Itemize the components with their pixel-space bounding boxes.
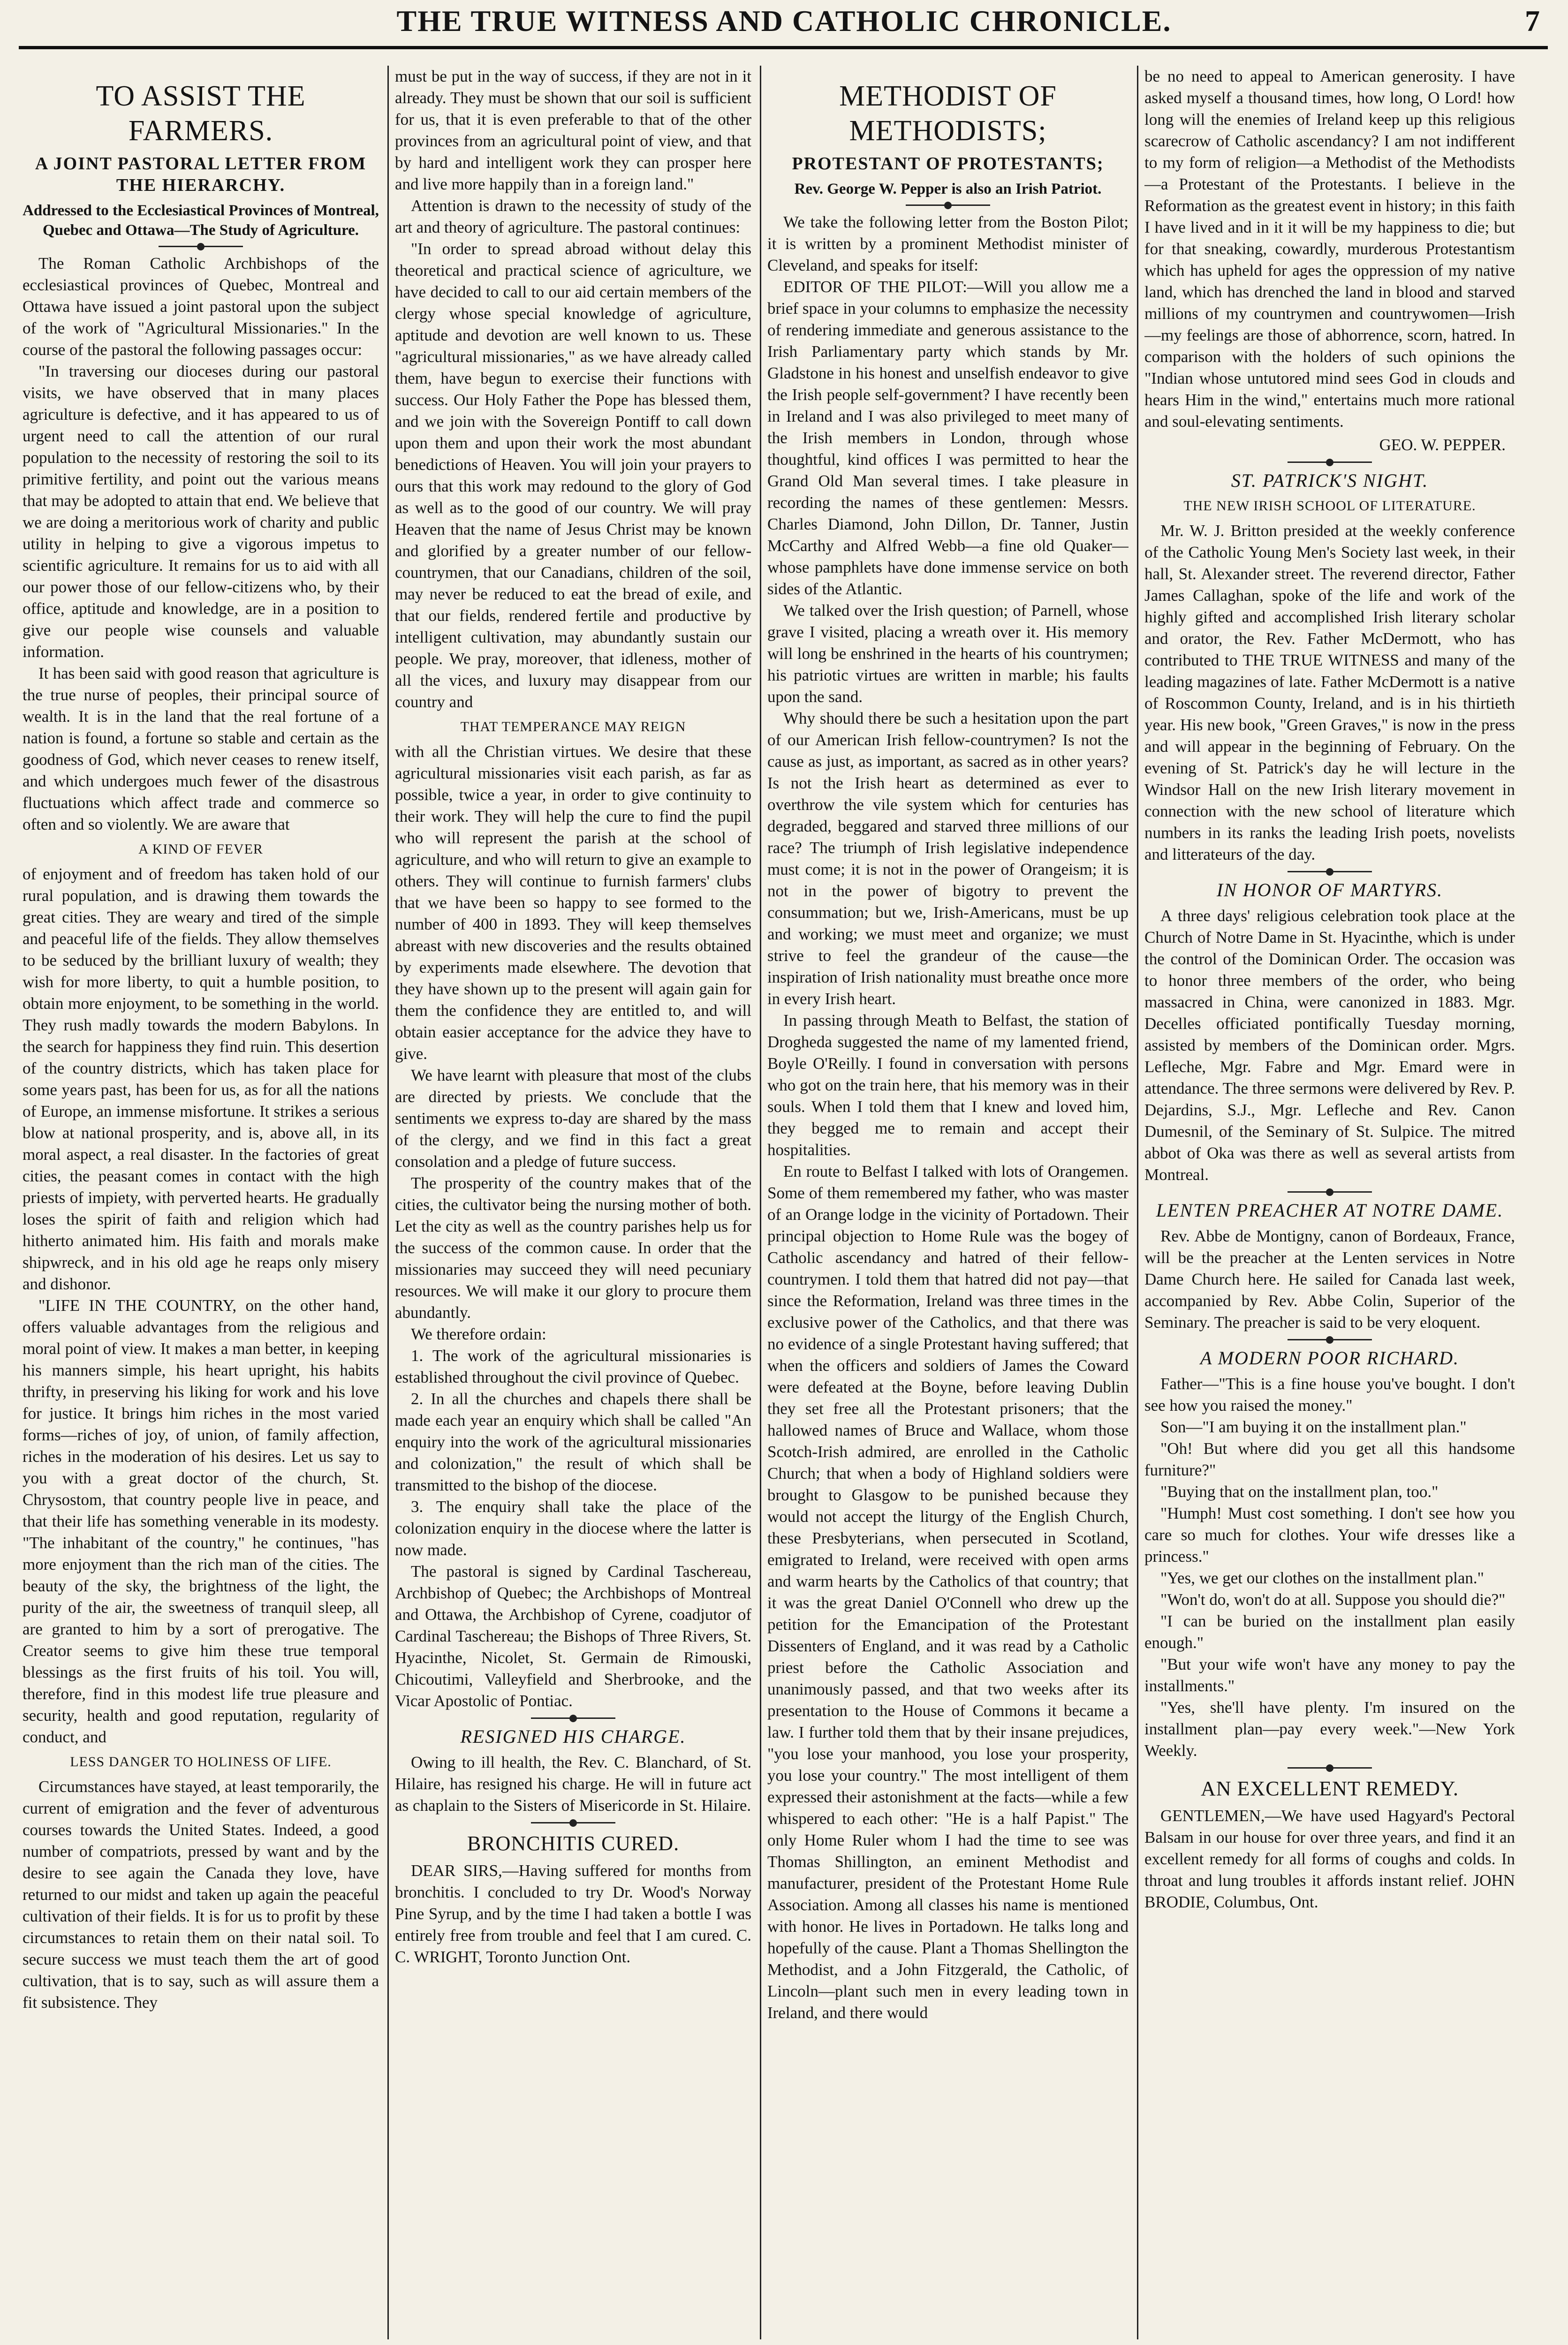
subhead-patrick: THE NEW IRISH SCHOOL OF LITERATURE. [1183,498,1476,514]
headline-patrick: ST. PATRICK'S NIGHT. [1231,470,1429,491]
column-rule [387,66,389,2339]
newspaper-title: THE TRUE WITNESS AND CATHOLIC CHRONICLE. [396,4,1172,38]
farmers-paragraph: must be put in the way of success, if they are not in it already. They must be shown that our soil is sufficient for us, that it is even preferable to that of the other provinces from an agricultural point of view, and that by hard and intelligent work they can prosper here and live more happily than in a foreign land." [395,67,751,193]
divider [1288,871,1372,872]
headline-martyrs: IN HONOR OF MARTYRS. [1216,879,1443,900]
richard-line: "Buying that on the installment plan, too." [1160,1483,1439,1501]
farmers-paragraph: of enjoyment and of freedom has taken hold of our rural population, and is drawing them towards the great cities. They are weary and tired of the simple and peaceful life of the fields. They allow themselves to be seduced by the brilliant luxury of wealth; they wish for more liberty, to quit a humble position, to obtain more enjoyment, to be something in the world. They rush madly towards the modern Babylons. In the search for happiness they find ruin. This desertion of the country districts, which has taken place for some years past, has been for us, as for all the nations of Europe, an immense misfortune. It strikes a serious blow at national prosperity, and is, above all, in its moral aspect, a real disaster. In the factories of great cities, the peasant comes in contact with the high priests of impiety, with perverted hearts. He gradually loses the spirit of faith and religion which had hitherto animated him. His faith and morals make shipwreck, and in his old age he reaps only misery and dishonor. [23,865,379,1293]
methodist-paragraph: be no need to appeal to American generosity. I have asked myself a thousand times, how long, O Lord! how long will the enemies of Ireland keep up this religious scarecrow of Catholic ascendancy? I am not indifferent to my form of religion—a Methodist of the Methodists—a Protestant of the Protestants. I believe in the Reformation as the greatest event in history; in this faith I have lived and in it it will be my happiness to die; but for that sneaking, cowardly, murderous Protestantism which has upheld for ages the oppression of my native land, which has drenched the land in blood and starved millions of my countrymen and countrywomen—Irish—my feelings are those of abhorrence, scorn, hatred. In comparison with the holders of such opinions the "Indian whose untutored mind sees God in clouds and hears Him in the wind," entertains much more rational and soul-elevating sentiments. [1144,67,1515,431]
lenten-body: Rev. Abbe de Montigny, canon of Bordeaux, France, will be the preacher at the Lenten services in Notre Dame Church here. He sailed for Canada last week, accompanied by Rev. Abbe Colin, Superior of the Seminary. The preacher is said to be very eloquent. [1144,1227,1515,1331]
divider [1288,1191,1372,1193]
resigned-body: Owing to ill health, the Rev. C. Blanchard, of St. Hilaire, has resigned his charge. He will in future act as chaplain to the Sisters of Misericorde in St. Hilaire. [395,1753,751,1815]
subhead-fever: A KIND OF FEVER [138,841,263,857]
farmers-paragraph: The prosperity of the country makes that of the cities, the cultivator being the nursing mother of both. Let the city as well as the country parishes help us for the success of the common cause. In order that the missionaries may succeed they will need pecuniary resources. We will make it our glory to procure them abundantly. [395,1174,751,1322]
methodist-paragraph: We talked over the Irish question; of Parnell, whose grave I visited, placing a wreath over it. His memory will long be enshrined in the hearts of his countrymen; his patriotic virtues are written in marble; his faults upon the sand. [767,601,1129,706]
richard-line: "But your wife won't have any money to pay the installments." [1144,1655,1515,1695]
divider [1288,1339,1372,1340]
farmers-paragraph: We therefore ordain: [411,1325,546,1343]
methodist-paragraph: En route to Belfast I talked with lots of Orangemen. Some of them remembered my father, who was master of an Orange lodge in the vicinity of Portadown. Their principal objection to Home Rule was the bogey of Catholic ascendancy and hatred of their fellow-countrymen. I told them that hatred did not pay—that since the Reformation, Ireland was three times in the exclusive power of the Catholics, and that there was no evidence of a single Protestant having suffered; that when the officers and soldiers of James the Coward were defeated at the Boyne, before leaving Dublin they set free all the Protestant prisoners; that the hallowed names of Bruce and Wallace, whom those Scotch-Irish admired, are enrolled in the Catholic Church; that when a body of Highland soldiers were brought to Glasgow to be punished because they would not accept the liturgy of the English Church, these Presbyterians, when persecuted in Scotland, emigrated to Ireland, were received with open arms and warm hearts by the Catholics of that country; that it was the great Daniel O'Connell who drew up the petition for the Emancipation of the Protestant Dissenters of England, and it was read by a Catholic priest before the Catholic Association and unanimously passed, and that two weeks after its presentation to the House of Commons it became a law. I further told them that by their insane prejudices, "you lose your manhood, you lose your prosperity, you lose your country." The most intelligent of them expressed their astonishment at the facts—while a few whispered to each other: "He is a half Papist." The only Home Ruler whom I had the time to see was Thomas Shillington, an eminent Methodist and manufacturer, president of the Protestant Home Rule Association. Among all classes his name is mentioned with honor. He lives in Portadown. He talks long and hopefully of the cause. Plant a Thomas Shellington the Methodist, and a John Fitzgerald, the Catholic, of Lincoln—plant such men in every leading town in Ireland, and there would [767,1162,1129,2022]
richard-line: "I can be buried on the installment plan easily enough." [1144,1612,1515,1652]
methodist-paragraph: EDITOR OF THE PILOT:—Will you allow me a brief space in your columns to emphasize the necessity of rendering immediate and generous assistance to the Irish Parliamentary party which stands by Mr. Gladstone in his honest and unselfish endeavor to give the Irish people self-government? I have recently been in Ireland and I was also privileged to meet many of the Irish members in London, through whose thoughtful, kind offices I was permitted to hear the Grand Old Man several times. I take pleasure in recording the names of these gentlemen: Messrs. Charles Diamond, John Dillon, Dr. Tanner, Justin McCarthy and Alfred Webb—a fine old Quaker—whose pamphlets have done immense service on both sides of the Atlantic. [767,278,1129,598]
subhead-danger: LESS DANGER TO HOLINESS OF LIFE. [70,1754,332,1770]
divider [1288,461,1372,463]
farmers-paragraph: "In order to spread abroad without delay this theoretical and practical science of agriculture, we have decided to call to our aid certain members of the clergy whose special knowledge of agriculture, aptitude and devotion are well known to us. These "agricultural missionaries," as we have already called them, have begun to exercise their functions with success. Our Holy Father the Pope has blessed them, and we join with the Sovereign Pontiff to call down upon them and upon their work the most abundant benedictions of Heaven. You will join your prayers to ours that this work may redound to the glory of God as well as to the good of our country. We will pray Heaven that the name of Jesus Christ may be known and glorified by a greater number of our fellow-countrymen, that our Canadians, children of the soil, may never be reduced to eat the bread of exile, and that our fields, rendered fertile and productive by intelligent cultivation, may abundantly sustain our people. We pray, moreover, that idleness, mother of all the vices, and luxury may disappear from our country and [395,240,751,711]
bronchitis-body: DEAR SIRS,—Having suffered for months from bronchitis. I concluded to try Dr. Wood's Norway Pine Syrup, and by the time I had taken a bottle I was entirely free from trouble and feel that I am cured. C. C. WRIGHT, Toronto Junction Ont. [395,1861,751,1966]
column-1 [23,66,379,2345]
column-4 [1144,66,1515,2345]
martyrs-body: A three days' religious celebration took place at the Church of Notre Dame in St. Hyacinthe, which is under the control of the Dominican Order. The occasion was to honor three members of the order, who being massacred in China, were canonized in 1883. Mgr. Decelles officiated pontifically Tuesday morning, assisted by members of the Dominican order. Mgrs. Lefleche, Mgr. Fabre and Mgr. Emard were in attendance. The three sermons were delivered by Rev. P. Dejardins, S.J., Mgr. Lefleche and Rev. Canon Dumesnil, of the Seminary of St. Sulpice. The mitred abbot of Oka was there as well as several artists from Montreal. [1144,907,1515,1184]
divider [1288,1767,1372,1769]
richard-line: "Won't do, won't do at all. Suppose you should die?" [1160,1590,1506,1609]
farmers-paragraph: It has been said with good reason that agriculture is the true nurse of peoples, their principal source of wealth. It is in the land that the real fortune of a nation is found, a fortune so stable and certain as the goodness of God, which never ceases to renew itself, and which undergoes much fewer of the disastrous fluctuations which affect trade and commerce so often and so violently. We are aware that [23,664,379,833]
subhead-farmers-2: Addressed to the Ecclesiastical Provinces of Montreal, Quebec and Ottawa—The Study of Agriculture. [23,202,379,239]
column-2 [395,66,751,2345]
patrick-body: Mr. W. J. Britton presided at the weekly conference of the Catholic Young Men's Society last week, in their hall, St. Alexander street. The reverend director, Father James Callaghan, spoke of the life and work of the highly gifted and accomplished Irish literary scholar and orator, the Rev. Father McDermott, who has contributed to THE TRUE WITNESS and many of the leading magazines of late. Father McDermott is a native of Roscommon County, Ireland, and is in his thirtieth year. His new book, "Green Graves," is now in the press and will appear in the beginning of February. On the evening of St. Patrick's day he will lecture in the Windsor Hall on the new Irish literary movement in connection with the new school of literature which numbers in its ranks the leading Irish poets, novelists and litterateurs of the day. [1144,522,1515,863]
farmers-paragraph: We have learnt with pleasure that most of the clubs are directed by priests. We conclude that the sentiments we express to-day are shared by the mass of the clergy, and we find in this fact a great consolation and a pledge of future success. [395,1066,751,1171]
remedy-body: GENTLEMEN,—We have used Hagyard's Pectoral Balsam in our house for over three years, and find it an excellent remedy for all forms of coughs and colds. In throat and lung troubles it affords instant relief. JOHN BRODIE, Columbus, Ont. [1144,1807,1515,1911]
subhead-farmers-1: A JOINT PASTORAL LETTER FROM THE HIERARCHY. [35,154,367,195]
farmers-paragraph: "In traversing our dioceses during our pastoral visits, we have observed that in many places agriculture is defective, and it has appeared to us of urgent need to call the attention of our rural population to the necessity of restoring the soil to its primitive fertility, and point out the various means that may be adopted to attain that end. We believe that we are doing a meritorious work of charity and public utility in helping to give a vigorous impetus to scientific agriculture. It remains for us to aid with all our power those of our fellow-citizens who, by their office, aptitude and knowledge, are in a position to give our people wise counsels and valuable information. [23,362,379,661]
farmers-paragraph: The pastoral is signed by Cardinal Taschereau, Archbishop of Quebec; the Archbishops of Montreal and Ottawa, the Archbishop of Cyrene, coadjutor of Cardinal Taschereau; the Bishops of Three Rivers, St. Hyacinthe, Nicolet, St. Germain de Rimouski, Chicoutimi, Valleyfield and Sherbrooke, and the Vicar Apostolic of Pontiac. [395,1562,751,1710]
headline-farmers: TO ASSIST THE FARMERS. [96,80,306,147]
richard-line: "Yes, she'll have plenty. I'm insured on the installment plan—pay every week."—New York Weekly. [1144,1698,1515,1760]
farmers-paragraph: 2. In all the churches and chapels there shall be made each year an enquiry which shall be called "An enquiry into the work of the agricultural missionaries and colonization," the result of which shall be transmitted to the bishop of the diocese. [395,1390,751,1494]
masthead [0,0,1568,70]
richard-line: "Humph! Must cost something. I don't see how you care so much for clothes. Your wife dresses like a princess." [1144,1504,1515,1566]
divider [531,1822,615,1823]
divider [531,1717,615,1719]
farmers-paragraph: Attention is drawn to the necessity of study of the art and theory of agriculture. The pastoral continues: [395,197,751,236]
headline-resigned: RESIGNED HIS CHARGE. [460,1726,686,1747]
farmers-paragraph: 1. The work of the agricultural missionaries is established throughout the civil province of Quebec. [395,1346,751,1386]
subhead-methodist-1: PROTESTANT OF PROTESTANTS; [792,154,1104,174]
methodist-paragraph: We take the following letter from the Boston Pilot; it is written by a prominent Methodist minister of Cleveland, and speaks for itself: [767,213,1129,274]
richard-line: "Oh! But where did you get all this handsome furniture?" [1144,1439,1515,1479]
richard-line: Father—"This is a fine house you've bought. I don't see how you raised the money." [1144,1375,1515,1415]
headline-lenten: LENTEN PREACHER AT NOTRE DAME. [1156,1200,1504,1221]
headline-richard: A MODERN POOR RICHARD. [1200,1347,1460,1369]
masthead-rule [19,46,1548,49]
farmers-paragraph: 3. The enquiry shall take the place of the colonization enquiry in the diocese where the latter is now made. [395,1498,751,1559]
richard-line: "Yes, we get our clothes on the installment plan." [1160,1569,1484,1587]
subhead-temperance: THAT TEMPERANCE MAY REIGN [460,719,686,734]
farmers-paragraph: with all the Christian virtues. We desire that these agricultural missionaries visit each parish, as far as possible, twice a year, in order to give continuity to their work. They will help the cure to find the pupil who will represent the parish at the school of agriculture, and who will return to give an example to others. They will continue to furnish farmers' clubs that we have been so happy to see formed to the number of 400 in 1893. They will keep themselves abreast with new discoveries and the results obtained by experiments made elsewhere. The devotion that they have shown up to the present will again gain for them the confidence they are entitled to, and will obtain easier acceptance for the advice they have to give. [395,742,751,1063]
page-number: 7 [1525,4,1540,38]
farmers-paragraph: "LIFE IN THE COUNTRY, on the other hand, offers valuable advantages from the religious and moral point of view. It makes a man better, in keeping his manners simple, his heart upright, his habits thrifty, in preserving his liking for work and his love for justice. It brings him riches in the most varied forms—riches of joy, of union, of family affection, riches in the moderation of his desires. Let us say to you with a great doctor of the church, St. Chrysostom, that country people live in peace, and that their life has something venerable in its modesty. "The inhabitant of the country," he continues, "has more enjoyment than the rich man of the cities. The beauty of the sky, the brightness of the light, the purity of the air, the sweetness of tranquil sleep, all are granted to him by a sort of prerogative. The Creator seems to give him these true temporal blessings as the first fruits of his toil. You will, therefore, find in this modest life true pleasure and security, health and good reputation, regularity of conduct, and [23,1296,379,1746]
divider [906,204,990,206]
methodist-signature: GEO. W. PEPPER. [1379,436,1506,454]
divider [159,246,243,247]
column-3 [767,66,1129,2345]
farmers-paragraph: Circumstances have stayed, at least temporarily, the current of emigration and the fever of adventurous courses towards the United States. Indeed, a good number of compatriots, pressed by want and by the desire to see again the Canada they love, have returned to our midst and taken up again the peaceful cultivation of their fields. It is for us to profit by these circumstances to retain them on their natal soil. To secure success we must teach them the art of good cultivation, that is to say, such as will assure them a fit subsistence. They [23,1778,379,2012]
richard-line: Son—"I am buying it on the installment plan." [1160,1418,1467,1436]
farmers-paragraph: The Roman Catholic Archbishops of the ecclesiastical provinces of Quebec, Montreal and Ottawa have issued a joint pastoral upon the subject of the work of "Agricultural Missionaries." In the course of the pastoral the following passages occur: [23,254,379,359]
methodist-paragraph: Why should there be such a hesitation upon the part of our American Irish fellow-countrymen? Is not the cause as just, as important, as sacred as in other years? Is not the Irish heart as determined as ever to overthrow the vile system which for centuries has degraded, beggared and starved three millions of our race? The triumph of Irish legislative independence must come; it is not in the power of Orangeism; it is not in the power of bigotry to prevent the consummation; but we, Irish-Americans, must be up and working; we must meet and organize; we must strive to feel the grandeur of the cause—the inspiration of Irish nationality must breathe once more in every Irish heart. [767,709,1129,1008]
subhead-methodist-2: Rev. George W. Pepper is also an Irish Patriot. [794,181,1102,197]
headline-remedy: AN EXCELLENT REMEDY. [1200,1777,1459,1800]
headline-methodist: METHODIST OF METHODISTS; [839,80,1057,147]
column-rule [760,66,761,2339]
column-rule [1137,66,1138,2339]
headline-bronchitis: BRONCHITIS CURED. [467,1832,680,1855]
methodist-paragraph: In passing through Meath to Belfast, the station of Drogheda suggested the name of my lamented friend, Boyle O'Reilly. I found in conversation with persons who got on the train here, that his memory was in their souls. When I told them that I knew and loved him, they begged me to remain and accept their hospitalities. [767,1011,1129,1159]
